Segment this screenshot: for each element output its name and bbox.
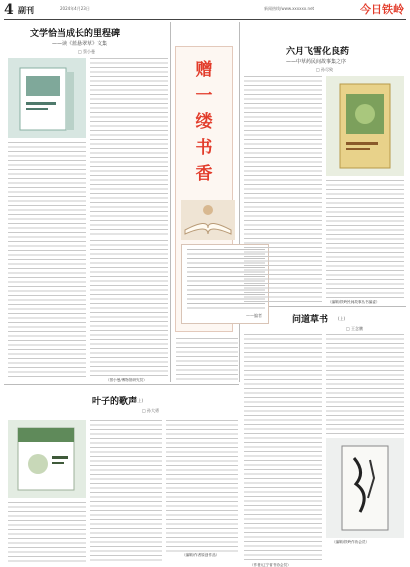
article-subtitle: ——中草药民间故事集之序: [286, 59, 347, 65]
feature-char: 一: [195, 86, 213, 106]
article-body: [90, 240, 168, 378]
article-body: [8, 502, 86, 562]
article-caption: （作者/辽宁省书协会员）: [250, 563, 291, 567]
article-caption: （蔡小曼/博物馆研究员）: [106, 378, 147, 382]
book-cover-photo: [326, 76, 404, 176]
feature-char: 缕: [195, 112, 213, 132]
article-body: [326, 334, 404, 434]
article-author: □ 王念鹏: [346, 326, 364, 331]
header-rule: [4, 19, 406, 20]
article-body: [244, 334, 322, 562]
book-cover-photo: [8, 420, 86, 498]
column-divider: [239, 22, 240, 382]
feature-char: 赠: [195, 60, 213, 80]
feature-title: [176, 57, 232, 187]
section-name: 副刊: [18, 6, 34, 15]
article-body: [326, 180, 404, 300]
article-title[interactable]: 文学恰当成长的里程碑: [30, 29, 121, 39]
issue-date: 2024年4月23日: [60, 6, 90, 11]
article-author: □ 蔡小曼: [78, 49, 96, 54]
page-number: 4: [4, 2, 14, 18]
quote-signature: ——编者: [246, 313, 262, 318]
feature-char: 香: [195, 164, 213, 184]
newspaper-logo: 今日铁岭: [360, 3, 404, 16]
article-body: [244, 76, 322, 302]
article-body: [90, 58, 168, 238]
article-title[interactable]: 叶子的歌声: [92, 397, 138, 407]
article-caption: （编辑/铁岭作协会员）: [332, 540, 370, 544]
article-title[interactable]: 问道草书: [292, 315, 329, 325]
book-cover-photo: [8, 58, 86, 138]
article-body: [8, 142, 86, 378]
article-body: [176, 338, 238, 382]
article-caption: （编辑/作者原创作品）: [182, 553, 220, 557]
article-subtitle: ——读《蓝悬翠草》文集: [52, 41, 108, 47]
article-body: [166, 420, 238, 552]
newspaper-header: [0, 0, 410, 20]
article-caption: （编辑/铁岭民间故事丛书编委）: [328, 300, 380, 304]
site-url: 新闻热线/www.xxxxxx.net: [264, 6, 315, 11]
article-title-suffix: (上): [338, 316, 346, 321]
feature-char: 书: [195, 138, 213, 158]
article-author: □ 孙大勇: [142, 408, 160, 413]
open-book-photo: [181, 200, 235, 240]
article-title[interactable]: 六月飞雪化良药: [286, 47, 350, 57]
article-body: [90, 420, 162, 562]
column-divider: [170, 22, 171, 382]
article-title-suffix: (上): [136, 398, 144, 403]
calligraphy-book-photo: [326, 438, 404, 538]
section-divider: [4, 384, 239, 385]
article-author: □ 孙尽致: [316, 67, 334, 72]
